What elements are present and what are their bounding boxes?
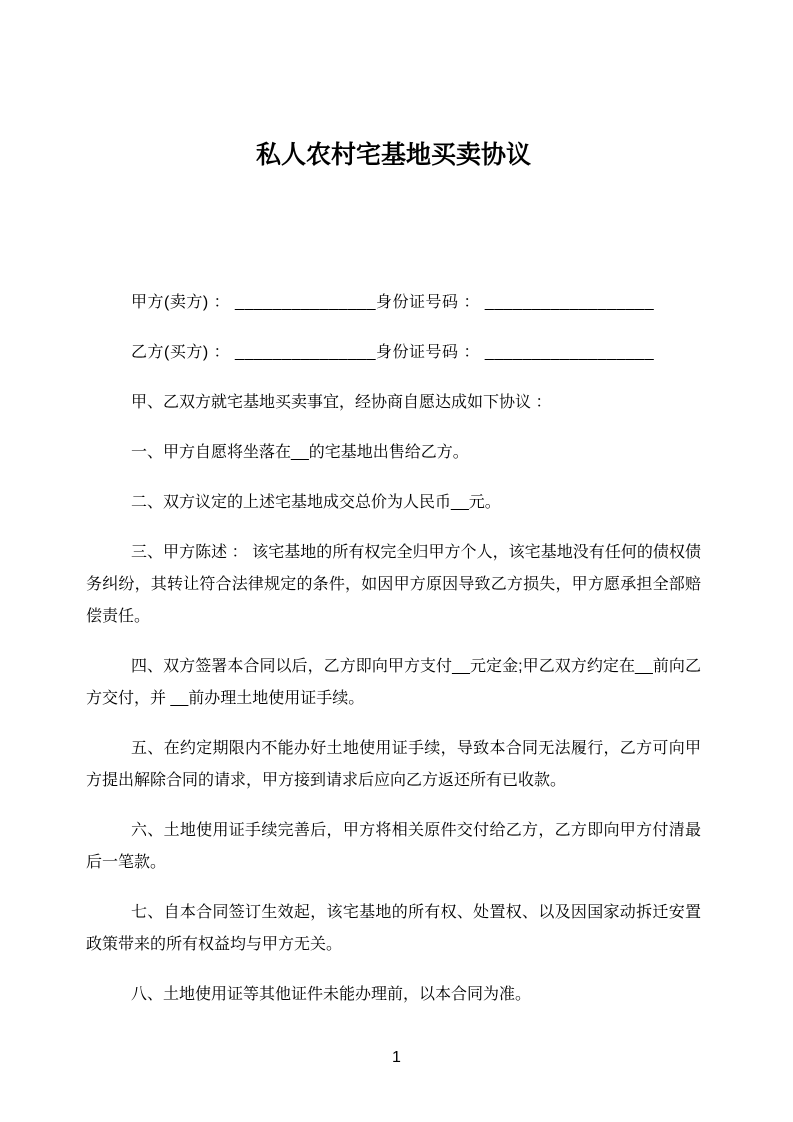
clause-4: 四、双方签署本合同以后，乙方即向甲方支付__元定金;甲乙双方约定在__前向乙方交付，并 __前办理土地使用证手续。 <box>86 658 701 707</box>
clause-7: 七、自本合同签订生效起，该宅基地的所有权、处置权、以及因国家动拆迁安置政策带来的所有权益均与甲方无关。 <box>86 904 701 953</box>
intro-paragraph: 甲、乙双方就宅基地买卖事宜，经协商自愿达成如下协议 ： <box>131 394 552 411</box>
clause-3: 三、甲方陈述 ： 该宅基地的所有权完全归甲方个人，该宅基地没有任何的债权债务纠纷，其转让符合法律规定的条件，如因甲方原因导致乙方损失，甲方愿承担全部赔偿责任。 <box>86 544 701 625</box>
page-number: 1 <box>392 1049 401 1066</box>
party-a-line: 甲方(卖方) ： _______________身份证号码 ： __________________ <box>131 294 655 311</box>
party-b-line: 乙方(买方) ： _______________身份证号码 ： __________________ <box>131 344 655 361</box>
clause-6: 六、土地使用证手续完善后，甲方将相关原件交付给乙方，乙方即向甲方付清最后一笔款。 <box>86 822 701 871</box>
document-title: 私人农村宅基地买卖协议 <box>255 141 531 169</box>
clause-1: 一、甲方自愿将坐落在__的宅基地出售给乙方。 <box>131 444 469 461</box>
clause-5: 五、在约定期限内不能办好土地使用证手续，导致本合同无法履行，乙方可向甲方提出解除合同的请求，甲方接到请求后应向乙方返还所有已收款。 <box>86 740 701 789</box>
clause-2: 二、双方议定的上述宅基地成交总价为人民币__元。 <box>131 494 501 511</box>
clause-8: 八、土地使用证等其他证件未能办理前，以本合同为准。 <box>131 986 532 1003</box>
document-content <box>86 0 701 1029</box>
